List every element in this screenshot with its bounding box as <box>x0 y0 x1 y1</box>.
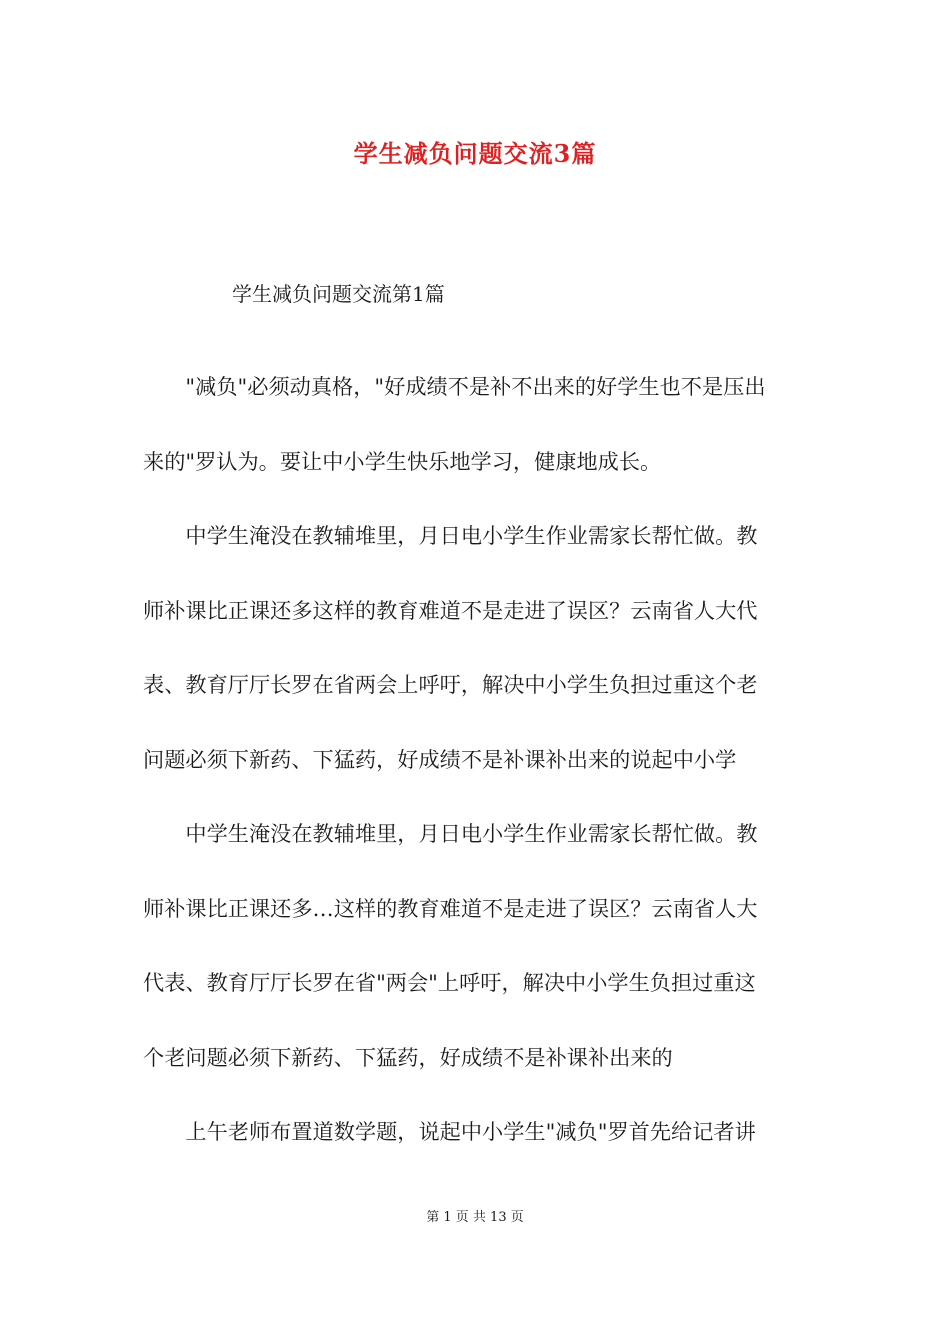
paragraph <box>143 1095 808 1170</box>
paragraph-line: 中学生淹没在教辅堆里，月日电小学生作业需家长帮忙做。教 <box>185 523 758 548</box>
paragraph-line: 表、教育厅厅长罗在省两会上呼吁，解决中小学生负担过重这个老 <box>143 672 758 697</box>
document-title: 学生减负问题交流3篇 <box>353 139 597 168</box>
paragraph-line: 来的"罗认为。要让中小学生快乐地学习，健康地成长。 <box>143 448 662 474</box>
paragraph-line: 问题必须下新药、下猛药，好成绩不是补课补出来的说起中小学 <box>143 746 737 772</box>
paragraph <box>143 797 808 1095</box>
document-body <box>143 350 808 1170</box>
page-footer: 第 1 页 共 13 页 <box>426 1210 524 1225</box>
paragraph-line: 中学生淹没在教辅堆里，月日电小学生作业需家长帮忙做。教 <box>185 821 758 846</box>
paragraph-line: 上午老师布置道数学题，说起中小学生"减负"罗首先给记者讲 <box>185 1119 756 1144</box>
paragraph-line: 师补课比正课还多这样的教育难道不是走进了误区？云南省人大代 <box>143 597 758 623</box>
paragraph-line: 代表、教育厅厅长罗在省"两会"上呼吁，解决中小学生负担过重这 <box>143 970 756 995</box>
paragraph-line: 师补课比正课还多…这样的教育难道不是走进了误区？云南省人大 <box>143 895 758 921</box>
paragraph <box>143 499 808 797</box>
section-heading: 学生减负问题交流第1篇 <box>232 282 445 306</box>
paragraph-line: "减负"必须动真格，"好成绩不是补不出来的好学生也不是压出 <box>185 374 766 399</box>
paragraph-line: 个老问题必须下新药、下猛药，好成绩不是补课补出来的 <box>143 1044 673 1070</box>
paragraph <box>143 350 808 499</box>
